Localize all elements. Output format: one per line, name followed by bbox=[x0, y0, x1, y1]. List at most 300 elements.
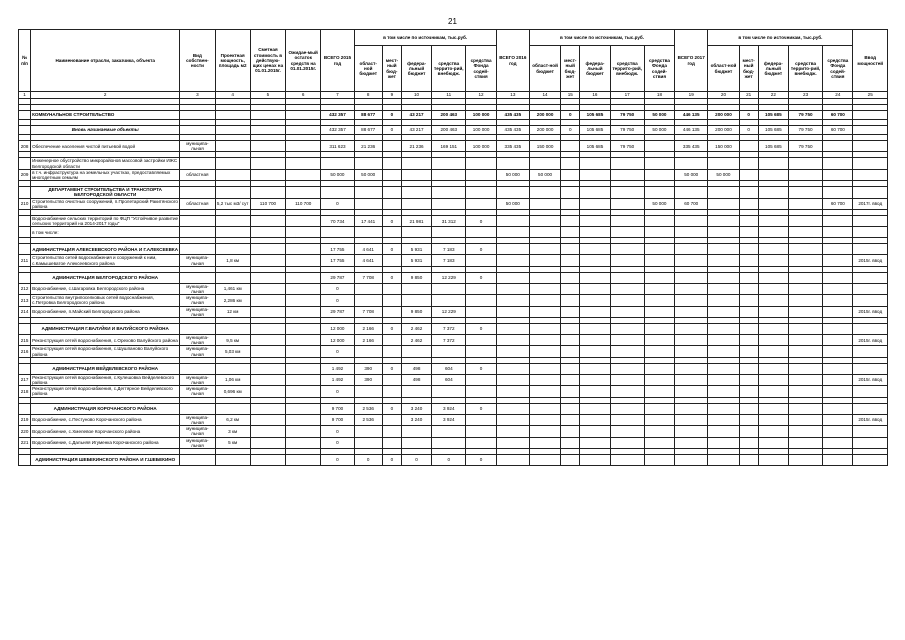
row-value: 110 700 bbox=[286, 198, 321, 209]
row-value bbox=[610, 158, 644, 169]
row-index: 210 bbox=[19, 198, 31, 209]
row-value bbox=[354, 437, 382, 448]
header-src-territorial: средства террито-рий, внебюдж. bbox=[788, 46, 822, 92]
row-value bbox=[496, 272, 529, 283]
table-row bbox=[19, 386, 888, 397]
row-value bbox=[788, 283, 822, 294]
row-owner bbox=[180, 454, 215, 465]
row-capacity: 6,2 км bbox=[215, 414, 250, 425]
row-capacity bbox=[215, 169, 250, 180]
table-row bbox=[19, 169, 888, 180]
row-commission bbox=[853, 216, 888, 227]
row-value bbox=[286, 403, 321, 414]
row-index: 218 bbox=[19, 386, 31, 397]
row-value bbox=[823, 227, 853, 238]
row-value bbox=[529, 198, 560, 209]
header-src-fund: средства Фонда содей-ствия bbox=[644, 46, 674, 92]
row-value bbox=[758, 363, 788, 374]
row-value bbox=[496, 363, 529, 374]
row-value: 105 685 bbox=[580, 126, 610, 135]
row-name: Строительство внутрипоселковых сетей водоснабжения, с.Петровка Белгородского района bbox=[31, 295, 180, 306]
row-value: 9 850 bbox=[401, 272, 431, 283]
row-value bbox=[529, 454, 560, 465]
row-value: 79 750 bbox=[610, 141, 644, 152]
row-capacity bbox=[215, 324, 250, 335]
row-value bbox=[758, 283, 788, 294]
row-value bbox=[580, 346, 610, 357]
row-value bbox=[466, 158, 496, 169]
row-value bbox=[466, 374, 496, 385]
row-owner: муниципа-льная bbox=[180, 141, 215, 152]
row-value bbox=[382, 306, 401, 317]
row-value bbox=[561, 324, 580, 335]
header-total-2017: ВСЕГО 2017 год bbox=[675, 30, 708, 92]
column-number: 17 bbox=[610, 92, 644, 99]
row-value: 43 217 bbox=[401, 111, 431, 120]
row-value bbox=[561, 437, 580, 448]
row-owner: муниципа-льная bbox=[180, 306, 215, 317]
row-value: 50 000 bbox=[644, 111, 674, 120]
row-value bbox=[580, 437, 610, 448]
row-value bbox=[758, 272, 788, 283]
row-value bbox=[286, 335, 321, 346]
row-value bbox=[561, 272, 580, 283]
row-value bbox=[788, 306, 822, 317]
row-value: 0 bbox=[561, 126, 580, 135]
column-number: 6 bbox=[286, 92, 321, 99]
row-value bbox=[675, 403, 708, 414]
row-value: 0 bbox=[561, 111, 580, 120]
row-commission bbox=[853, 437, 888, 448]
row-value: 0 bbox=[321, 346, 354, 357]
row-value bbox=[758, 346, 788, 357]
table-row bbox=[19, 414, 888, 425]
row-name: Реконструкция сетей водоснабжения, с.Дегтярное Вейделевского района bbox=[31, 386, 180, 397]
row-commission bbox=[853, 187, 888, 198]
row-name: в том числе: bbox=[31, 227, 180, 238]
row-value bbox=[354, 426, 382, 437]
row-value bbox=[432, 295, 466, 306]
row-value bbox=[250, 346, 285, 357]
column-number: 5 bbox=[250, 92, 285, 99]
row-value bbox=[758, 386, 788, 397]
row-value bbox=[382, 187, 401, 198]
column-number: 13 bbox=[496, 92, 529, 99]
row-value: 2 536 bbox=[354, 414, 382, 425]
row-commission bbox=[853, 111, 888, 120]
row-owner: муниципа-льная bbox=[180, 335, 215, 346]
row-value bbox=[739, 403, 758, 414]
row-value bbox=[823, 283, 853, 294]
row-value: 200 000 bbox=[708, 111, 739, 120]
row-value bbox=[610, 216, 644, 227]
row-value: 435 435 bbox=[496, 126, 529, 135]
row-value bbox=[788, 158, 822, 169]
header-src-federal: федера-льный бюджет bbox=[580, 46, 610, 92]
table-row bbox=[19, 346, 888, 357]
row-commission bbox=[853, 295, 888, 306]
row-value bbox=[286, 272, 321, 283]
row-value bbox=[354, 283, 382, 294]
row-value bbox=[580, 306, 610, 317]
row-owner bbox=[180, 187, 215, 198]
row-value bbox=[644, 437, 674, 448]
row-value: 12 000 bbox=[321, 335, 354, 346]
row-value: 12 229 bbox=[432, 306, 466, 317]
row-value bbox=[644, 283, 674, 294]
row-value: 50 000 bbox=[529, 169, 560, 180]
row-value bbox=[788, 426, 822, 437]
row-value bbox=[529, 158, 560, 169]
row-value bbox=[354, 198, 382, 209]
row-value bbox=[708, 386, 739, 397]
row-value bbox=[286, 169, 321, 180]
row-capacity bbox=[215, 272, 250, 283]
row-value: 21 236 bbox=[354, 141, 382, 152]
row-value bbox=[496, 295, 529, 306]
row-value bbox=[708, 244, 739, 255]
row-value bbox=[382, 255, 401, 266]
row-value bbox=[496, 255, 529, 266]
column-number: 24 bbox=[823, 92, 853, 99]
row-name: в т.ч. инфраструктура на земельных участках, предоставляемых многодетным семьям bbox=[31, 169, 180, 180]
row-capacity: 3 км bbox=[215, 426, 250, 437]
header-src-territorial: средства террито-рий, внебюдж. bbox=[610, 46, 644, 92]
row-value bbox=[496, 324, 529, 335]
row-value bbox=[561, 363, 580, 374]
row-value: 0 bbox=[321, 283, 354, 294]
row-value bbox=[758, 335, 788, 346]
row-value: 50 000 bbox=[321, 169, 354, 180]
row-value bbox=[739, 187, 758, 198]
row-value bbox=[580, 169, 610, 180]
row-value bbox=[823, 454, 853, 465]
row-value bbox=[823, 414, 853, 425]
row-value: 200 000 bbox=[529, 126, 560, 135]
row-value bbox=[644, 374, 674, 385]
row-value bbox=[382, 437, 401, 448]
row-value: 2 462 bbox=[401, 335, 431, 346]
row-value bbox=[561, 283, 580, 294]
row-name: АДМИНИСТРАЦИЯ ВЕЙДЕЛЕВСКОГО РАЙОНА bbox=[31, 363, 180, 374]
row-value bbox=[382, 198, 401, 209]
row-value: 0 bbox=[382, 324, 401, 335]
row-value bbox=[529, 346, 560, 357]
header-src-local: мест-ный бюд-жет bbox=[561, 46, 580, 92]
row-value: 12 229 bbox=[432, 272, 466, 283]
row-value bbox=[286, 187, 321, 198]
row-value bbox=[286, 437, 321, 448]
row-value bbox=[382, 335, 401, 346]
row-value bbox=[675, 227, 708, 238]
row-index: 208 bbox=[19, 141, 31, 152]
row-value: 7 183 bbox=[432, 244, 466, 255]
row-value bbox=[644, 244, 674, 255]
row-value bbox=[286, 244, 321, 255]
table-row bbox=[19, 255, 888, 266]
row-capacity: 2,286 км bbox=[215, 295, 250, 306]
row-value: 2 166 bbox=[354, 324, 382, 335]
row-value bbox=[580, 272, 610, 283]
row-value: 100 000 bbox=[466, 141, 496, 152]
page-number: 21 bbox=[448, 17, 457, 26]
section-row bbox=[19, 272, 888, 283]
row-name: Водоснабжение сельских территорий по ФЦП "Устойчивое развитие сельских территорий на 2014-2017 годы" bbox=[32, 216, 179, 227]
row-owner: муниципа-льная bbox=[180, 346, 215, 357]
row-value bbox=[286, 306, 321, 317]
row-value bbox=[675, 272, 708, 283]
row-value bbox=[286, 324, 321, 335]
table-row bbox=[19, 374, 888, 385]
row-value: 0 bbox=[466, 363, 496, 374]
row-value bbox=[321, 158, 354, 169]
row-value: 60 700 bbox=[823, 111, 853, 120]
row-value: 0 bbox=[466, 324, 496, 335]
row-value bbox=[496, 306, 529, 317]
row-capacity: 9,5 км bbox=[215, 335, 250, 346]
row-value bbox=[758, 426, 788, 437]
row-value bbox=[250, 283, 285, 294]
row-index: 212 bbox=[19, 283, 31, 294]
row-value: 29 787 bbox=[321, 306, 354, 317]
row-value: 60 700 bbox=[675, 198, 708, 209]
row-value bbox=[644, 295, 674, 306]
row-value bbox=[354, 346, 382, 357]
row-value bbox=[739, 426, 758, 437]
row-commission bbox=[853, 403, 888, 414]
column-number: 16 bbox=[580, 92, 610, 99]
row-value bbox=[382, 227, 401, 238]
row-value bbox=[580, 227, 610, 238]
row-value bbox=[823, 426, 853, 437]
row-value bbox=[580, 426, 610, 437]
row-value bbox=[823, 437, 853, 448]
row-value bbox=[496, 187, 529, 198]
row-value: 79 750 bbox=[610, 126, 644, 135]
row-value bbox=[529, 272, 560, 283]
row-value bbox=[382, 283, 401, 294]
row-value bbox=[708, 426, 739, 437]
row-owner: муниципа-льная bbox=[180, 295, 215, 306]
row-value: 50 000 bbox=[354, 169, 382, 180]
row-commission: 2015г. ввод bbox=[853, 335, 888, 346]
row-value bbox=[529, 216, 560, 227]
row-value bbox=[250, 227, 285, 238]
row-value bbox=[382, 295, 401, 306]
row-value bbox=[823, 255, 853, 266]
row-value bbox=[432, 386, 466, 397]
row-value bbox=[432, 169, 466, 180]
row-value bbox=[321, 227, 354, 238]
row-value bbox=[610, 374, 644, 385]
row-value bbox=[580, 255, 610, 266]
row-value: 88 677 bbox=[354, 126, 382, 135]
row-value bbox=[823, 295, 853, 306]
row-value bbox=[610, 324, 644, 335]
row-value: 0 bbox=[432, 454, 466, 465]
row-value bbox=[382, 169, 401, 180]
row-value: 0 bbox=[382, 216, 401, 227]
row-value bbox=[432, 187, 466, 198]
row-value bbox=[529, 426, 560, 437]
row-value: 79 750 bbox=[788, 141, 822, 152]
row-owner bbox=[180, 403, 215, 414]
row-value bbox=[561, 216, 580, 227]
row-value bbox=[610, 198, 644, 209]
row-value bbox=[382, 426, 401, 437]
row-value bbox=[466, 227, 496, 238]
row-value bbox=[561, 374, 580, 385]
column-number: 22 bbox=[758, 92, 788, 99]
row-value: 150 000 bbox=[529, 141, 560, 152]
row-value bbox=[788, 272, 822, 283]
row-value bbox=[610, 386, 644, 397]
row-value bbox=[788, 403, 822, 414]
row-value bbox=[823, 363, 853, 374]
row-capacity bbox=[215, 227, 250, 238]
row-index bbox=[19, 272, 31, 283]
row-value bbox=[644, 158, 674, 169]
row-value bbox=[401, 437, 431, 448]
row-value bbox=[580, 414, 610, 425]
row-owner bbox=[180, 363, 215, 374]
row-owner bbox=[180, 111, 215, 120]
row-capacity: 5,2 тыс м3/ сут bbox=[215, 198, 250, 209]
row-value bbox=[739, 283, 758, 294]
row-value bbox=[788, 216, 822, 227]
section-row bbox=[19, 403, 888, 414]
row-value bbox=[644, 324, 674, 335]
row-value bbox=[382, 346, 401, 357]
table-row bbox=[19, 158, 888, 169]
row-value: 2 462 bbox=[401, 324, 431, 335]
row-value: 604 bbox=[432, 363, 466, 374]
row-capacity bbox=[215, 363, 250, 374]
row-commission bbox=[853, 426, 888, 437]
row-index bbox=[19, 187, 31, 198]
row-value bbox=[675, 244, 708, 255]
row-value: 3 924 bbox=[432, 414, 466, 425]
row-value bbox=[675, 426, 708, 437]
row-value bbox=[644, 216, 674, 227]
row-value: 31 312 bbox=[432, 216, 466, 227]
table-body bbox=[19, 99, 888, 466]
row-value bbox=[758, 437, 788, 448]
row-capacity bbox=[215, 111, 250, 120]
row-commission bbox=[853, 324, 888, 335]
row-value bbox=[788, 335, 822, 346]
row-owner bbox=[180, 158, 215, 169]
row-value: 200 463 bbox=[432, 111, 466, 120]
row-value bbox=[466, 414, 496, 425]
row-value bbox=[610, 403, 644, 414]
row-value bbox=[644, 169, 674, 180]
row-value: 432 357 bbox=[321, 111, 354, 120]
row-value bbox=[644, 255, 674, 266]
row-value bbox=[382, 386, 401, 397]
row-value: 0 bbox=[382, 272, 401, 283]
row-value bbox=[758, 227, 788, 238]
column-number: 1 bbox=[19, 92, 31, 99]
row-value bbox=[823, 272, 853, 283]
row-value: 5 931 bbox=[401, 244, 431, 255]
row-index: 221 bbox=[19, 437, 31, 448]
column-number: 11 bbox=[432, 92, 466, 99]
row-index: 214 bbox=[19, 306, 31, 317]
row-value bbox=[529, 403, 560, 414]
row-value bbox=[675, 158, 708, 169]
row-value bbox=[644, 454, 674, 465]
row-value bbox=[610, 283, 644, 294]
row-value bbox=[580, 295, 610, 306]
header-src-regional: област-ной бюджет bbox=[354, 46, 382, 92]
row-capacity bbox=[215, 158, 250, 169]
row-value: 9 850 bbox=[401, 306, 431, 317]
row-value: 446 135 bbox=[675, 126, 708, 135]
row-value bbox=[561, 169, 580, 180]
column-number: 23 bbox=[788, 92, 822, 99]
row-index: 217 bbox=[19, 374, 31, 385]
row-value bbox=[561, 187, 580, 198]
row-value bbox=[823, 335, 853, 346]
row-value bbox=[529, 386, 560, 397]
row-value bbox=[382, 141, 401, 152]
column-number-row bbox=[19, 92, 888, 99]
table-row bbox=[19, 216, 888, 227]
row-index: 211 bbox=[19, 255, 31, 266]
header-row-top bbox=[19, 30, 888, 46]
row-capacity: 0,696 км bbox=[215, 386, 250, 397]
column-number: 7 bbox=[321, 92, 354, 99]
row-value bbox=[250, 244, 285, 255]
row-value bbox=[250, 158, 285, 169]
row-commission bbox=[853, 386, 888, 397]
row-value bbox=[496, 227, 529, 238]
row-value: 7 372 bbox=[432, 324, 466, 335]
row-value bbox=[708, 272, 739, 283]
row-value: 0 bbox=[382, 363, 401, 374]
row-value bbox=[250, 386, 285, 397]
row-value bbox=[401, 386, 431, 397]
row-value bbox=[250, 324, 285, 335]
row-value bbox=[644, 403, 674, 414]
row-value bbox=[529, 324, 560, 335]
row-commission bbox=[853, 141, 888, 152]
row-value bbox=[758, 255, 788, 266]
row-value: 7 708 bbox=[354, 272, 382, 283]
row-value bbox=[644, 363, 674, 374]
row-value bbox=[758, 306, 788, 317]
row-value bbox=[432, 227, 466, 238]
row-value: 9 700 bbox=[321, 414, 354, 425]
row-value bbox=[286, 363, 321, 374]
row-value: 0 bbox=[321, 426, 354, 437]
row-value bbox=[529, 244, 560, 255]
row-value bbox=[610, 426, 644, 437]
row-value: 150 000 bbox=[708, 141, 739, 152]
row-value bbox=[466, 346, 496, 357]
row-value bbox=[432, 346, 466, 357]
row-value: 0 bbox=[354, 454, 382, 465]
column-number: 20 bbox=[708, 92, 739, 99]
row-value bbox=[529, 187, 560, 198]
row-value bbox=[250, 454, 285, 465]
row-value bbox=[286, 283, 321, 294]
row-value bbox=[529, 374, 560, 385]
row-value: 390 bbox=[354, 363, 382, 374]
row-name: Строительство очистных сооружений, п.Пролетарский Ракитянского района bbox=[32, 198, 178, 209]
row-value bbox=[675, 346, 708, 357]
